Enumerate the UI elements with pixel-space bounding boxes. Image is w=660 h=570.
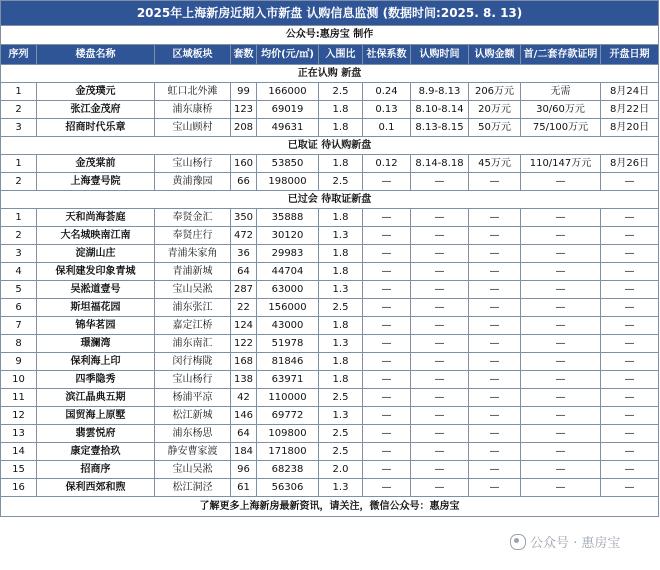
table-cell: 14 <box>1 443 37 461</box>
section-label: 正在认购 新盘 <box>1 65 659 83</box>
table-cell: 51978 <box>257 335 319 353</box>
table-cell: — <box>469 443 521 461</box>
table-cell: 30/60万元 <box>521 101 601 119</box>
table-cell: 171800 <box>257 443 319 461</box>
table-cell: 2.5 <box>319 443 363 461</box>
table-cell: 350 <box>231 209 257 227</box>
table-cell: 15 <box>1 461 37 479</box>
table-cell: 松江洞泾 <box>155 479 231 497</box>
col-header: 入围比 <box>319 45 363 65</box>
table-cell: — <box>521 209 601 227</box>
table-cell: 42 <box>231 389 257 407</box>
table-cell: — <box>469 317 521 335</box>
table-cell: — <box>411 371 469 389</box>
table-cell: 青浦新城 <box>155 263 231 281</box>
table-cell: 吴淞道壹号 <box>37 281 155 299</box>
table-cell: — <box>521 443 601 461</box>
table-row <box>1 83 659 101</box>
table-cell: 44704 <box>257 263 319 281</box>
table-cell: 1.8 <box>319 155 363 173</box>
table-cell: 184 <box>231 443 257 461</box>
table-cell: — <box>411 335 469 353</box>
table-row <box>1 263 659 281</box>
table-cell: 1.3 <box>319 227 363 245</box>
table-cell: 无需 <box>521 83 601 101</box>
table-cell: 68238 <box>257 461 319 479</box>
table-cell: — <box>469 173 521 191</box>
table-cell: — <box>411 209 469 227</box>
table-cell: 13 <box>1 425 37 443</box>
table-cell: — <box>469 335 521 353</box>
table-cell: — <box>521 173 601 191</box>
table-cell: 康定壹拾玖 <box>37 443 155 461</box>
table-cell: 杨浦平凉 <box>155 389 231 407</box>
table-cell: 3 <box>1 245 37 263</box>
table-cell: 宝山吴淞 <box>155 461 231 479</box>
table-cell: 64 <box>231 263 257 281</box>
col-header: 套数 <box>231 45 257 65</box>
table-cell: 静安曹家渡 <box>155 443 231 461</box>
table-cell: 208 <box>231 119 257 137</box>
table-cell: 99 <box>231 83 257 101</box>
col-header: 认购时间 <box>411 45 469 65</box>
table-cell: — <box>469 425 521 443</box>
table-cell: — <box>521 461 601 479</box>
table-cell: 4 <box>1 263 37 281</box>
header-row <box>1 45 659 65</box>
table-cell: 2 <box>1 101 37 119</box>
table-cell: — <box>469 209 521 227</box>
table-cell: 张江金茂府 <box>37 101 155 119</box>
table-cell: 1 <box>1 209 37 227</box>
table-cell: 3 <box>1 119 37 137</box>
table-cell: 138 <box>231 371 257 389</box>
watermark <box>510 532 620 551</box>
table-cell: 109800 <box>257 425 319 443</box>
table-cell: — <box>601 263 659 281</box>
table-cell: 160 <box>231 155 257 173</box>
table-row <box>1 209 659 227</box>
table-cell: — <box>521 407 601 425</box>
table-cell: 8月26日 <box>601 155 659 173</box>
table-cell: 206万元 <box>469 83 521 101</box>
table-row <box>1 173 659 191</box>
table-cell: 2.5 <box>319 299 363 317</box>
table-cell: — <box>521 389 601 407</box>
table-cell: — <box>411 245 469 263</box>
table-cell: — <box>521 371 601 389</box>
table-cell: 123 <box>231 101 257 119</box>
table-cell: 122 <box>231 335 257 353</box>
table-cell: 64 <box>231 425 257 443</box>
table-row <box>1 407 659 425</box>
table-cell: 53850 <box>257 155 319 173</box>
table-cell: — <box>469 281 521 299</box>
col-header: 认购金额 <box>469 45 521 65</box>
table-cell: 1.8 <box>319 245 363 263</box>
table-cell: 浦东南汇 <box>155 335 231 353</box>
table-cell: 淀湖山庄 <box>37 245 155 263</box>
table-cell: — <box>601 317 659 335</box>
table-cell: 0.1 <box>363 119 411 137</box>
col-header: 楼盘名称 <box>37 45 155 65</box>
table-cell: — <box>601 461 659 479</box>
table-cell: — <box>601 335 659 353</box>
table-cell: 36 <box>231 245 257 263</box>
section-header <box>1 65 659 83</box>
table-cell: — <box>521 335 601 353</box>
table-cell: 45万元 <box>469 155 521 173</box>
table-cell: 宝山杨行 <box>155 155 231 173</box>
table-cell: 大名城映南江南 <box>37 227 155 245</box>
page-title: 2025年上海新房近期入市新盘 认购信息监测 (数据时间:2025. 8. 13) <box>1 1 659 26</box>
table-cell: 虹口北外滩 <box>155 83 231 101</box>
table-cell: 96 <box>231 461 257 479</box>
table-row <box>1 299 659 317</box>
table-cell: 9 <box>1 353 37 371</box>
table-cell: 璟澜湾 <box>37 335 155 353</box>
table-cell: — <box>411 227 469 245</box>
table-cell: — <box>601 281 659 299</box>
col-header: 首/二套存款证明 <box>521 45 601 65</box>
table-row <box>1 245 659 263</box>
table-cell: — <box>469 389 521 407</box>
table-cell: 1.8 <box>319 353 363 371</box>
table-cell: — <box>363 263 411 281</box>
table-cell: — <box>521 479 601 497</box>
table-cell: 8月20日 <box>601 119 659 137</box>
table-cell: 0.12 <box>363 155 411 173</box>
table-cell: — <box>411 407 469 425</box>
table-cell: — <box>411 281 469 299</box>
table-cell: — <box>363 407 411 425</box>
table-cell: 2.5 <box>319 173 363 191</box>
table-cell: 招商序 <box>37 461 155 479</box>
table-cell: 49631 <box>257 119 319 137</box>
table-cell: 110/147万元 <box>521 155 601 173</box>
table-cell: 1 <box>1 83 37 101</box>
table-cell: 浦东康桥 <box>155 101 231 119</box>
table-cell: 61 <box>231 479 257 497</box>
table-cell: — <box>411 263 469 281</box>
table-cell: — <box>411 389 469 407</box>
table-cell: 29983 <box>257 245 319 263</box>
table-cell: — <box>601 209 659 227</box>
table-cell: 35888 <box>257 209 319 227</box>
table-cell: — <box>601 389 659 407</box>
table-cell: 1.8 <box>319 209 363 227</box>
table-cell: 7 <box>1 317 37 335</box>
table-cell: — <box>411 461 469 479</box>
table-cell: — <box>469 263 521 281</box>
table-cell: — <box>411 173 469 191</box>
table-cell: 1.3 <box>319 479 363 497</box>
table-cell: 黄浦豫园 <box>155 173 231 191</box>
table-cell: — <box>411 299 469 317</box>
section-label: 已取证 待认购新盘 <box>1 137 659 155</box>
col-header: 区域板块 <box>155 45 231 65</box>
table-cell: 天和尚海荟庭 <box>37 209 155 227</box>
table-cell: 16 <box>1 479 37 497</box>
table-cell: 124 <box>231 317 257 335</box>
wechat-icon <box>510 534 526 550</box>
table-cell: — <box>363 371 411 389</box>
table-cell: 43000 <box>257 317 319 335</box>
table-cell: — <box>601 299 659 317</box>
table-cell: 81846 <box>257 353 319 371</box>
table-cell: — <box>363 461 411 479</box>
table-cell: 2.5 <box>319 83 363 101</box>
table-cell: — <box>363 299 411 317</box>
table-cell: 75/100万元 <box>521 119 601 137</box>
table-row <box>1 461 659 479</box>
table-cell: 168 <box>231 353 257 371</box>
table-cell: 1.8 <box>319 317 363 335</box>
table-cell: 20万元 <box>469 101 521 119</box>
table-cell: 198000 <box>257 173 319 191</box>
table-cell: 69019 <box>257 101 319 119</box>
table-cell: 2 <box>1 227 37 245</box>
table-cell: — <box>363 227 411 245</box>
table-cell: — <box>469 371 521 389</box>
subtitle: 公众号:惠房宝 制作 <box>1 26 659 45</box>
table-row <box>1 443 659 461</box>
table-cell: 翡雲悦府 <box>37 425 155 443</box>
table-cell: — <box>363 425 411 443</box>
table-cell: — <box>469 245 521 263</box>
table-cell: — <box>521 227 601 245</box>
table-cell: 保利建发印象青城 <box>37 263 155 281</box>
col-header: 开盘日期 <box>601 45 659 65</box>
table-cell: 青浦朱家角 <box>155 245 231 263</box>
table-cell: 69772 <box>257 407 319 425</box>
section-header <box>1 191 659 209</box>
table-cell: 287 <box>231 281 257 299</box>
table-cell: — <box>363 281 411 299</box>
table-cell: 8月22日 <box>601 101 659 119</box>
table-cell: — <box>601 479 659 497</box>
col-header: 均价(元/㎡) <box>257 45 319 65</box>
table-cell: — <box>363 209 411 227</box>
table-cell: — <box>363 335 411 353</box>
table-cell: 保利西郊和煦 <box>37 479 155 497</box>
table-cell: 上海壹号院 <box>37 173 155 191</box>
table-cell: — <box>601 425 659 443</box>
table-cell: — <box>411 443 469 461</box>
table-cell: 宝山杨行 <box>155 371 231 389</box>
table-cell: 浦东张江 <box>155 299 231 317</box>
table-cell: 2 <box>1 173 37 191</box>
table-cell: — <box>601 245 659 263</box>
table-cell: 12 <box>1 407 37 425</box>
table-cell: 0.24 <box>363 83 411 101</box>
table-row <box>1 101 659 119</box>
table-row <box>1 371 659 389</box>
table-cell: 166000 <box>257 83 319 101</box>
table-cell: — <box>363 317 411 335</box>
table-cell: — <box>363 479 411 497</box>
table-cell: 1.8 <box>319 101 363 119</box>
table-cell: — <box>521 263 601 281</box>
table-cell: 5 <box>1 281 37 299</box>
table-cell: — <box>411 425 469 443</box>
table-cell: — <box>469 461 521 479</box>
table-cell: 国贸海上原墅 <box>37 407 155 425</box>
table-row <box>1 227 659 245</box>
table-cell: 四季隐秀 <box>37 371 155 389</box>
table-cell: 保利海上印 <box>37 353 155 371</box>
table-row <box>1 389 659 407</box>
table-cell: 50万元 <box>469 119 521 137</box>
table-cell: 30120 <box>257 227 319 245</box>
table-cell: 22 <box>231 299 257 317</box>
table-cell: 63971 <box>257 371 319 389</box>
table-cell: 0.13 <box>363 101 411 119</box>
table-cell: 156000 <box>257 299 319 317</box>
table-cell: — <box>469 227 521 245</box>
col-header: 社保系数 <box>363 45 411 65</box>
table-cell: — <box>363 173 411 191</box>
table-cell: 1.8 <box>319 371 363 389</box>
table-cell: 宝山顾村 <box>155 119 231 137</box>
table-cell: 1 <box>1 155 37 173</box>
table-row <box>1 317 659 335</box>
table-cell: — <box>469 353 521 371</box>
table-cell: — <box>411 479 469 497</box>
table-row <box>1 335 659 353</box>
table-row <box>1 479 659 497</box>
table-cell: 110000 <box>257 389 319 407</box>
table-cell: 472 <box>231 227 257 245</box>
table-cell: 63000 <box>257 281 319 299</box>
table-row <box>1 353 659 371</box>
table-cell: 锦华茗园 <box>37 317 155 335</box>
col-header: 序列 <box>1 45 37 65</box>
table-cell: 招商时代乐章 <box>37 119 155 137</box>
table-cell: 斯坦福花园 <box>37 299 155 317</box>
table-cell: 奉贤金汇 <box>155 209 231 227</box>
table-cell: 8.10-8.14 <box>411 101 469 119</box>
table-cell: — <box>363 353 411 371</box>
table-cell: — <box>601 353 659 371</box>
table-cell: — <box>469 407 521 425</box>
table-cell: 金茂璞元 <box>37 83 155 101</box>
table-cell: 奉贤庄行 <box>155 227 231 245</box>
table-cell: 11 <box>1 389 37 407</box>
table-cell: 1.3 <box>319 335 363 353</box>
table-cell: — <box>363 443 411 461</box>
table-cell: 1.3 <box>319 281 363 299</box>
table-cell: — <box>521 281 601 299</box>
table-cell: 8.13-8.15 <box>411 119 469 137</box>
table-cell: — <box>363 389 411 407</box>
table-row <box>1 425 659 443</box>
table-cell: — <box>521 425 601 443</box>
table-cell: — <box>521 299 601 317</box>
table-cell: 闵行梅陇 <box>155 353 231 371</box>
table-cell: — <box>601 371 659 389</box>
table-cell: 66 <box>231 173 257 191</box>
section-label: 已过会 待取证新盘 <box>1 191 659 209</box>
table-cell: 146 <box>231 407 257 425</box>
table-cell: 2.5 <box>319 389 363 407</box>
table-cell: 8月24日 <box>601 83 659 101</box>
table-cell: 1.8 <box>319 263 363 281</box>
table-cell: — <box>601 443 659 461</box>
table-cell: — <box>521 317 601 335</box>
table-cell: — <box>363 245 411 263</box>
table-cell: — <box>601 227 659 245</box>
table-cell: 浦东杨思 <box>155 425 231 443</box>
table-cell: — <box>411 353 469 371</box>
table-cell: 滨江晶典五期 <box>37 389 155 407</box>
table-cell: — <box>521 353 601 371</box>
table-cell: 6 <box>1 299 37 317</box>
table-cell: 8 <box>1 335 37 353</box>
table-cell: 10 <box>1 371 37 389</box>
table-cell: — <box>411 317 469 335</box>
table-cell: — <box>601 407 659 425</box>
table-cell: — <box>521 245 601 263</box>
table-cell: 宝山吴淞 <box>155 281 231 299</box>
table-cell: 松江新城 <box>155 407 231 425</box>
table-cell: 1.8 <box>319 119 363 137</box>
table-row <box>1 119 659 137</box>
table-cell: 2.0 <box>319 461 363 479</box>
table-cell: 1.3 <box>319 407 363 425</box>
table-row <box>1 155 659 173</box>
table-cell: 8.14-8.18 <box>411 155 469 173</box>
watermark-text: 公众号 · 惠房宝 <box>530 536 621 551</box>
table-cell: — <box>469 479 521 497</box>
table-cell: 56306 <box>257 479 319 497</box>
table-row <box>1 281 659 299</box>
table-cell: 2.5 <box>319 425 363 443</box>
table-cell: 8.9-8.13 <box>411 83 469 101</box>
footer-note: 了解更多上海新房最新资讯，请关注，微信公众号：惠房宝 <box>1 497 659 517</box>
section-header <box>1 137 659 155</box>
table-cell: 金茂棠前 <box>37 155 155 173</box>
table-cell: 嘉定江桥 <box>155 317 231 335</box>
table-cell: — <box>601 173 659 191</box>
table-cell: — <box>469 299 521 317</box>
